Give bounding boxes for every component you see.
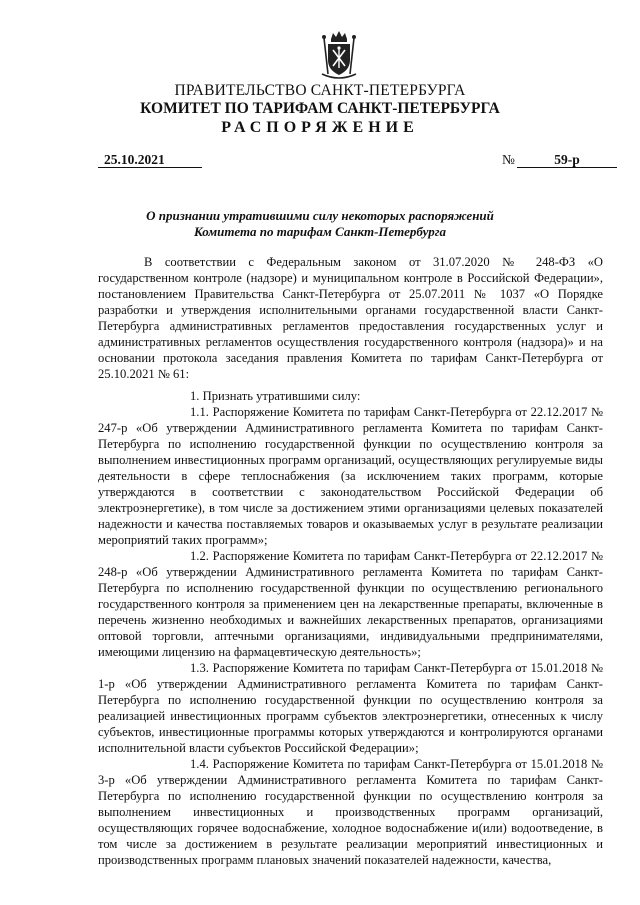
subject-line-2: Комитета по тарифам Санкт-Петербурга — [193, 224, 447, 239]
item-text: Распоряжение Комитета по тарифам Санкт-Петербурга от 15.01.2018 № 3-р «Об утверждении Административного регламента Комитета по тарифам Санкт-Петербурга по исполнению государственной функции по осуществлению контроля за выполнением инвестиционных и производственных программ организаций, осуществляющих горячее водоснабжение, холодное водоснабжение и(или) водоотведение, в том числе за достижением в результате реализации мероприятий инвестиционных и производственных программ плановых значений показателей надежности, качества, — [98, 757, 603, 867]
coat-of-arms-icon — [316, 30, 362, 80]
list-item — [98, 404, 603, 548]
document-subject — [0, 208, 640, 240]
government-name: ПРАВИТЕЛЬСТВО САНКТ-ПЕТЕРБУРГА — [174, 82, 466, 99]
list-item — [98, 548, 603, 660]
document-number: 59-р — [517, 152, 617, 168]
item-number: 1.1. — [190, 405, 209, 419]
committee-name: КОМИТЕТ ПО ТАРИФАМ САНКТ-ПЕТЕРБУРГА — [140, 100, 500, 117]
list-item — [98, 660, 603, 756]
item-number: 1.3. — [190, 661, 209, 675]
item-text: Распоряжение Комитета по тарифам Санкт-Петербурга от 22.12.2017 № 247-р «Об утверждении Административного регламента Комитета по тарифам Санкт-Петербурга по исполнению государственной функции по осуществлению контроля за выполнением инвестиционных программ организаций, осуществляющих регулируемые виды деятельности в сфере теплоснабжения (за исключением таких программ, которые утверждаются в соответствии с законодательством Российской Федерации об электроэнергетике), в том числе за достижением этими организациями целевых показателей надежности и качества поставляемых товаров и оказываемых услуг в результате реализации мероприятий таких программ»; — [98, 405, 603, 547]
item-text: Распоряжение Комитета по тарифам Санкт-Петербурга от 22.12.2017 № 248-р «Об утверждении Административного регламента Комитета по тарифам Санкт-Петербурга по исполнению государственной функции по осуществлению регионального государственного контроля за применением цен на лекарственные препараты, включенные в перечень жизненно необходимых и важнейших лекарственных препаратов, организациями оптовой торговли, аптечными организациями, индивидуальными предпринимателями, имеющими лицензию на фармацевтическую деятельность»; — [98, 549, 603, 659]
item-number: 1. — [190, 389, 200, 403]
document-number-label: № — [502, 152, 515, 167]
item-number: 1.4. — [190, 757, 209, 771]
item-text: Признать утратившими силу: — [202, 389, 361, 403]
list-item — [98, 388, 603, 404]
item-text: Распоряжение Комитета по тарифам Санкт-Петербурга от 15.01.2018 № 1-р «Об утверждении Административного регламента Комитета по тарифам Санкт-Петербурга по исполнению государственной функции по осуществлению контроля за реализацией инвестиционных программ субъектов электроэнергетики, отнесенных к числу субъектов, инвестиционные программы которых утверждаются и контролируются органами исполнительной власти субъектов Российской Федерации»; — [98, 661, 603, 755]
list-item — [98, 756, 603, 868]
subject-line-1: О признании утратившими силу некоторых распоряжений — [146, 208, 494, 223]
document-date: 25.10.2021 — [98, 152, 202, 168]
item-number: 1.2. — [190, 549, 209, 563]
document-type: РАСПОРЯЖЕНИЕ — [221, 119, 419, 136]
preamble-paragraph: В соответствии с Федеральным законом от 31.07.2020 № 248-ФЗ «О государственном контроле (надзоре) и муниципальном контроле в Российской Федерации», постановлением Правительства Санкт-Петербурга от 25.07.2011 № 1037 «О Порядке разработки и утверждения исполнительными органами государственной власти Санкт-Петербурга административных регламентов предоставления государственных услуг и административных регламентов осуществления государственного контроля (надзора)» и на основании протокола заседания правления Комитета по тарифам Санкт-Петербурга от 25.10.2021 № 61: — [98, 255, 603, 381]
document-body — [98, 254, 603, 868]
